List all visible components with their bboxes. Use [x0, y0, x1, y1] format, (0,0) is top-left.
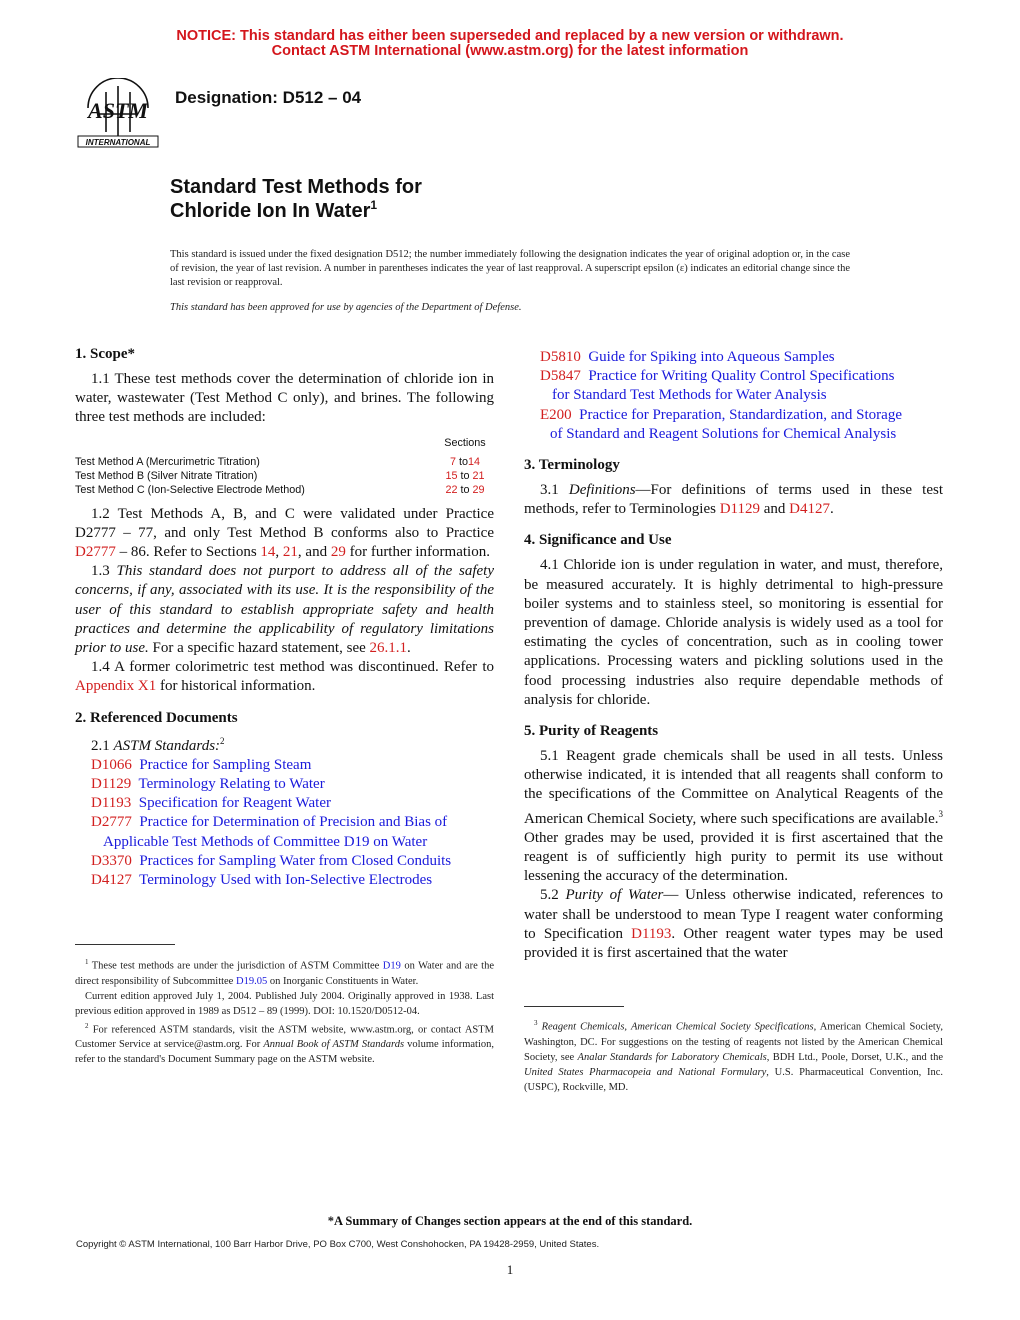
copyright: Copyright © ASTM International, 100 Barr Harbor Drive, PO Box C700, West Conshohocken, PA 19428-2959, United States.: [76, 1239, 600, 1250]
ref-code[interactable]: D1193: [91, 795, 132, 812]
footnotes-right: [524, 1016, 943, 1095]
title-line-1: Standard Test Methods for: [170, 176, 422, 198]
ref-code[interactable]: D4127: [91, 872, 132, 889]
ref-code[interactable]: D5810: [540, 349, 581, 365]
section-link[interactable]: 21: [472, 469, 485, 482]
method-name: Test Method A (Mercurimetric Titration): [75, 455, 260, 468]
text: Analar Standards for Laboratory Chemicals: [577, 1051, 767, 1063]
dod-statement: This standard has been approved for use by agencies of the Department of Defense.: [170, 302, 522, 313]
notice-line-1: NOTICE: This standard has either been superseded and replaced by a new version or withdrawn.: [176, 28, 844, 44]
ref-code[interactable]: E200: [540, 406, 572, 423]
ref-title[interactable]: Practice for Sampling Steam: [139, 756, 312, 773]
text: These test methods are under the jurisdiction of ASTM Committee: [88, 960, 383, 972]
method-name: Test Method B (Silver Nitrate Titration): [75, 469, 258, 482]
ref-code[interactable]: D1066: [91, 756, 132, 773]
table-row: [75, 469, 495, 483]
astm-logo-icon: [76, 78, 160, 150]
text: 1.3: [91, 563, 117, 580]
scope-paragraph-3: [75, 562, 494, 658]
ref-title[interactable]: Practice for Preparation, Standardization, and Storage: [579, 406, 902, 423]
text: for historical information.: [156, 678, 316, 695]
footnote-mark: 2: [220, 735, 225, 746]
text: 3.1: [540, 482, 569, 499]
safety-caveat: This standard does not purport to address all of the safety concerns, if any, associated with its use. It is the responsibility of the user of this standard to establish appropriate safety and health practices and determine the applicability of regulatory limitations prior to use.: [75, 563, 495, 657]
table-header-sections: Sections: [444, 436, 486, 449]
footnote-mark: 3: [938, 808, 943, 819]
issuance-statement: This standard is issued under the fixed designation D512; the number immediately following the designation indicates the year of original adoption or, in the case of revision, the year of last revision. A number in parentheses indicates the year of last reapproval. A superscript epsilon (ε) indicates an editorial change since the last revision or reapproval.: [170, 249, 850, 288]
text: —For definitions of terms used in these test methods, refer to Terminologies: [524, 482, 943, 518]
scope-paragraph-4: [75, 658, 494, 696]
to-word: to: [460, 469, 470, 482]
astm-logo: [76, 78, 160, 150]
section-link[interactable]: 29: [472, 483, 485, 496]
table-row: [75, 455, 495, 469]
link-d2777[interactable]: D2777: [75, 544, 116, 561]
document-title: [170, 175, 422, 223]
list-item[interactable]: [91, 852, 494, 871]
ref-title-continued[interactable]: of Standard and Reagent Solutions for Chemical Analysis: [550, 425, 897, 442]
link-26-1-1[interactable]: 26.1.1: [369, 640, 408, 657]
text: — Unless otherwise indicated, references to water shall be understood to mean Type I reagent water conforming to Specification: [524, 887, 944, 942]
to-word: to: [460, 483, 470, 496]
section-link[interactable]: 22: [445, 483, 458, 496]
text: Purity of Water: [565, 887, 664, 904]
section-link[interactable]: 15: [445, 469, 458, 482]
list-item[interactable]: [91, 756, 494, 775]
to-word: to: [458, 455, 468, 468]
link-appendix-x1[interactable]: Appendix X1: [75, 678, 157, 695]
link-section-29[interactable]: 29: [330, 544, 346, 561]
link-section-21[interactable]: 21: [282, 544, 298, 561]
page-number: 1: [506, 1262, 514, 1277]
footnote-mark: 1: [85, 958, 89, 966]
table-row: [75, 483, 495, 497]
link-d4127[interactable]: D4127: [789, 501, 831, 518]
ref-title[interactable]: Terminology Relating to Water: [138, 776, 325, 793]
footnotes-left: [75, 955, 494, 1067]
significance-paragraph: 4.1 Chloride ion is under regulation in water, and must, therefore, be measured accurately. It is highly detrimental to high-pressure boiler systems and to stainless steel, so monitoring is essential for prevention of damage. Chloride analysis is widely used as a tool for estimating the cycles of concentration, such as in cooling tower applications. Processing waters and pickling solutions used in the food processing industries also require dependable methods of analysis for chloride.: [524, 557, 943, 708]
scope-paragraph-2: [75, 505, 494, 563]
refdocs-heading: 2. Referenced Documents: [75, 709, 238, 726]
section-link[interactable]: 14: [468, 455, 481, 468]
scope-paragraph-1: 1.1 These test methods cover the determination of chloride ion in water, wastewater (Test Method C only), and brines. The following three test methods are included:: [75, 371, 494, 426]
designation: Designation: D512 – 04: [175, 88, 362, 107]
text: Annual Book of ASTM Standards: [263, 1039, 405, 1050]
list-item[interactable]: [540, 348, 943, 367]
ref-title-continued[interactable]: Applicable Test Methods of Committee D19 on Water: [103, 833, 428, 850]
footnote-mark: 3: [534, 1019, 538, 1027]
ref-title[interactable]: Practice for Writing Quality Control Specifications: [588, 368, 895, 385]
text: United States Pharmacopeia and National Formulary: [524, 1066, 767, 1078]
scope-heading: 1. Scope*: [75, 346, 135, 362]
text: 5.1 Reagent grade chemicals shall be used in all tests. Unless otherwise indicated, it is intended that all reagents shall conform to the specifications of the Committee on Analytical Reagents of the American Chemical Society, where such specifications are available.: [524, 748, 943, 827]
logo-text: ASTM: [88, 98, 148, 123]
reference-list-continued: [524, 348, 943, 444]
ref-title[interactable]: Specification for Reagent Water: [138, 795, 331, 812]
ref-title[interactable]: Terminology Used with Ion-Selective Electrodes: [139, 872, 433, 889]
methods-table: [75, 436, 495, 497]
list-item[interactable]: [91, 871, 494, 890]
link-d1193[interactable]: D1193: [631, 925, 672, 942]
notice-line-2: Contact ASTM International (www.astm.org) for the latest information: [271, 43, 749, 59]
text: 1.2 Test Methods A, B, and C were validated under Practice D2777 – 77, and only Test Method B conforms also to Practice: [75, 505, 494, 541]
footnote-1: [75, 955, 494, 989]
ref-title-continued[interactable]: for Standard Test Methods for Water Analysis: [552, 387, 827, 404]
list-item[interactable]: [540, 367, 943, 405]
section-link[interactable]: 7: [449, 455, 456, 468]
text: For a specific hazard statement, see: [148, 640, 370, 657]
footnote-divider: [75, 944, 175, 945]
link-d19-05[interactable]: D19.05: [235, 975, 268, 987]
logo-subtext: INTERNATIONAL: [85, 138, 151, 147]
right-column: [524, 348, 943, 963]
footnote-mark: 2: [85, 1021, 89, 1030]
footnote-1-edition: Current edition approved July 1, 2004. Published July 2004. Originally approved in 1938. Last previous edition approved in 1989 as D512 – 89 (1999). DOI: 10.1520/D0512-04.: [75, 990, 494, 1017]
text: volume information, refer to the standard's Document Summary page on the ASTM website.: [75, 1039, 494, 1065]
text: . Other reagent water types may be used provided it is first ascertained that the water: [524, 925, 943, 962]
text: ,: [275, 544, 283, 561]
title-footnote-mark: 1: [370, 198, 378, 212]
ref-title[interactable]: Practices for Sampling Water from Closed Conduits: [139, 852, 452, 869]
text: , and: [297, 544, 331, 561]
list-item[interactable]: [540, 406, 943, 444]
purity-heading: 5. Purity of Reagents: [524, 723, 659, 740]
ref-code[interactable]: D3370: [91, 852, 132, 869]
text: for further information.: [345, 544, 490, 561]
text: , U.S. Pharmaceutical Convention, Inc. (USPC), Rockville, MD.: [524, 1066, 944, 1093]
reference-list: [75, 756, 494, 890]
text: 1.4 A former colorimetric test method was discontinued. Refer to: [91, 659, 494, 676]
link-section-14[interactable]: 14: [260, 544, 276, 561]
method-name: Test Method C (Ion-Selective Electrode Method): [75, 483, 305, 496]
ref-title[interactable]: Practice for Determination of Precision and Bias of: [139, 814, 448, 831]
significance-heading: 4. Significance and Use: [524, 532, 672, 549]
text: ASTM Standards:: [113, 737, 221, 754]
ref-title[interactable]: Guide for Spiking into Aqueous Samples: [588, 349, 835, 365]
terminology-heading: 3. Terminology: [524, 457, 620, 474]
terminology-paragraph: [524, 481, 943, 519]
title-line-2: [170, 199, 422, 223]
footnote-divider-right: [524, 1006, 624, 1007]
text: , BDH Ltd., Poole, Dorset, U.K., and the: [766, 1051, 943, 1063]
text: .: [830, 501, 834, 518]
footnote-3: [524, 1016, 943, 1095]
text: – 86. Refer to Sections: [115, 544, 261, 561]
summary-of-changes-note: *A Summary of Changes section appears at the end of this standard.: [327, 1214, 693, 1228]
list-item[interactable]: [91, 775, 494, 794]
text: Reagent Chemicals, American Chemical Society Specifications: [537, 1021, 814, 1033]
left-column: [75, 345, 494, 890]
list-item[interactable]: [91, 813, 494, 851]
ref-code[interactable]: D2777: [91, 814, 132, 831]
link-d19[interactable]: D19: [382, 960, 401, 972]
text: 5.2: [540, 887, 566, 904]
text: 2.1: [91, 737, 114, 754]
list-item[interactable]: [91, 794, 494, 813]
ref-code[interactable]: D1129: [91, 776, 132, 793]
text: on Water and are the direct responsibility of Subcommittee: [75, 960, 494, 987]
footnote-2: [75, 1019, 494, 1068]
text: on Inorganic Constituents in Water.: [267, 975, 419, 987]
text: Other grades may be used, provided it is first ascertained that the reagent is of sufficiently high purity to permit its use without lessening the accuracy of the determination.: [524, 829, 943, 885]
astm-standards-subheading: [75, 732, 494, 756]
ref-code[interactable]: D5847: [540, 368, 581, 385]
link-d1129[interactable]: D1129: [719, 501, 760, 518]
purity-paragraph-2: [524, 886, 943, 963]
text: , American Chemical Society, Washington, DC. For suggestions on the testing of reagents not listed by the American Chemical Society, see: [524, 1021, 943, 1063]
text: For referenced ASTM standards, visit the ASTM website, www.astm.org, or contact ASTM Customer Service at service@astm.org. For: [75, 1024, 494, 1050]
text: .: [407, 640, 411, 657]
purity-paragraph-1: [524, 747, 943, 886]
title-line-2-text: Chloride Ion In Water: [170, 200, 371, 222]
text: Definitions: [568, 482, 636, 499]
text: and: [760, 501, 790, 518]
